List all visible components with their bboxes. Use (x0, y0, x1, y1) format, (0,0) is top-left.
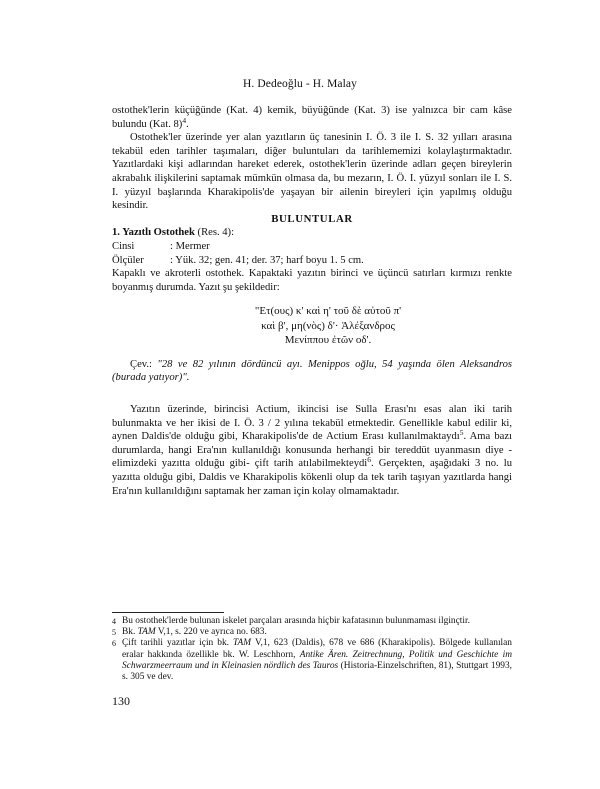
intro-paragraph-2: Ostothek'ler üzerinde yer alan yazıtların üç tanesinin I. Ö. 3 ile I. S. 32 yılları arasına tekabül eden tarihler taşımaları, diğer buluntuları da tarihlememizi kolaylaştırmaktadır. Yazıtlardaki kişi adlarından hareket ederek, ostothek'lerin üzerinde adları geçen bireylerin akrabalık ilişkilerini saptamak mümkün olmasa da, bu mezarın, I. Ö. I. yüzyıl sonları ile I. S. I. yüzyıl başlarında Kharakipolis'de yaşayan bir ailenin bireyleri için yapılmış olduğu kesindir. (112, 132, 512, 212)
inscription-line: "Ετ(ους) κ' καὶ η' τοῦ δὲ αὐτοῦ π' (254, 305, 402, 318)
translation: Çev.: "28 ve 82 yılının dördüncü ayı. Menippos oğlu, 54 yaşında ölen Aleksandros (burada yatıyor)". (112, 358, 512, 384)
body-text (112, 104, 512, 498)
field-label: Ölçüler (112, 254, 144, 266)
footnote-ref-5[interactable]: 5 (459, 428, 464, 438)
field-row-material (112, 240, 512, 254)
field-value: : Yük. 32; gen. 41; der. 37; harf boyu 1. 5 cm. (170, 254, 364, 266)
greek-inscription (144, 304, 512, 348)
discussion-paragraph: Yazıtın üzerinde, birincisi Actium, ikincisi ise Sulla Erası'nı esas alan iki tarih bulunmakta ve her ikisi de I. Ö. 3 / 2 yılına tekabül etmektedir. Genellikle kabul edilir ki, aynen Daldis'de olduğu gibi, Kharakipolis'de de Actium Erası kullanılmaktaydı$^5$. Ama bazı durumlarda, hangi Era'nın kullanıldığı konusunda herhangi bir tereddüt uyanmasın diye -elimizdeki yazıtta olduğu gibi- çift tarih atılabilmekteydi$^6$. Gerçekten, aşağıdaki 3 no. lu yazıtta olduğu gibi, Daldis ve Kharakipolis kökenli olup da tek tarih taşıyan yazıtlarda hangi Era'nın kullanıldığını saptamak her zaman için kolay olmamaktadır. (112, 404, 512, 497)
footnotes (112, 612, 512, 683)
footnote-5: 5 Bk. TAM V,1, s. 220 ve ayrıca no. 683. (112, 627, 267, 638)
intro-paragraph-1: ostothek'lerin küçüğünde (Kat. 4) kemik, büyüğünde (Kat. 3) ise yalnızca bir cam kâse bulundu (Kat. 8)$^4$. (112, 105, 512, 130)
item-description: Kapaklı ve akroterli ostothek. Kapaktaki yazıtın birinci ve üçüncü satırları kırmızı renkte boyanmış durumda. Yazıt şu şekildedir: (112, 268, 512, 293)
footnote-rule (112, 612, 224, 613)
inscription-line: Μενίππου ἐτῶν οδ'. (284, 334, 372, 347)
section-title: BULUNTULAR (271, 212, 353, 225)
footnote-6: 6 Çift tarihli yazıtlar için bk. TAM V,1, 623 (Daldis), 678 ve 686 (Kharakipolis). Bölgede kullanılan eralar hakkında özellikle bk. W. Leschhorn, Antike Ären. Zeitrechnung, Politik und Geschichte im Schwarzmeerraum und in Kleinasien nördlich des Tauros (Historia-Einzelschriften, 81), Stuttgart 1993, s. 305 ve dev. (112, 638, 512, 683)
field-row-dimensions (112, 254, 512, 268)
inscription-line: καὶ β', μη(νὸς) δ'· Ἀλέξανδρος (261, 319, 395, 332)
field-value: : Mermer (170, 240, 210, 252)
running-header: H. Dedeoğlu - H. Malay (243, 78, 357, 90)
footnote-ref-4[interactable]: 4 (182, 115, 187, 125)
item-title: 1. Yazıtlı Ostothek (Res. 4): (112, 227, 235, 239)
footnote-4: 4 Bu ostothek'lerde bulunan iskelet parçaları arasında hiçbir kafatasının bulunmaması ilginçtir. (112, 616, 470, 626)
page-number: 130 (112, 694, 130, 708)
footnote-ref-6[interactable]: 6 (367, 455, 371, 465)
field-label: Cinsi (112, 240, 135, 252)
